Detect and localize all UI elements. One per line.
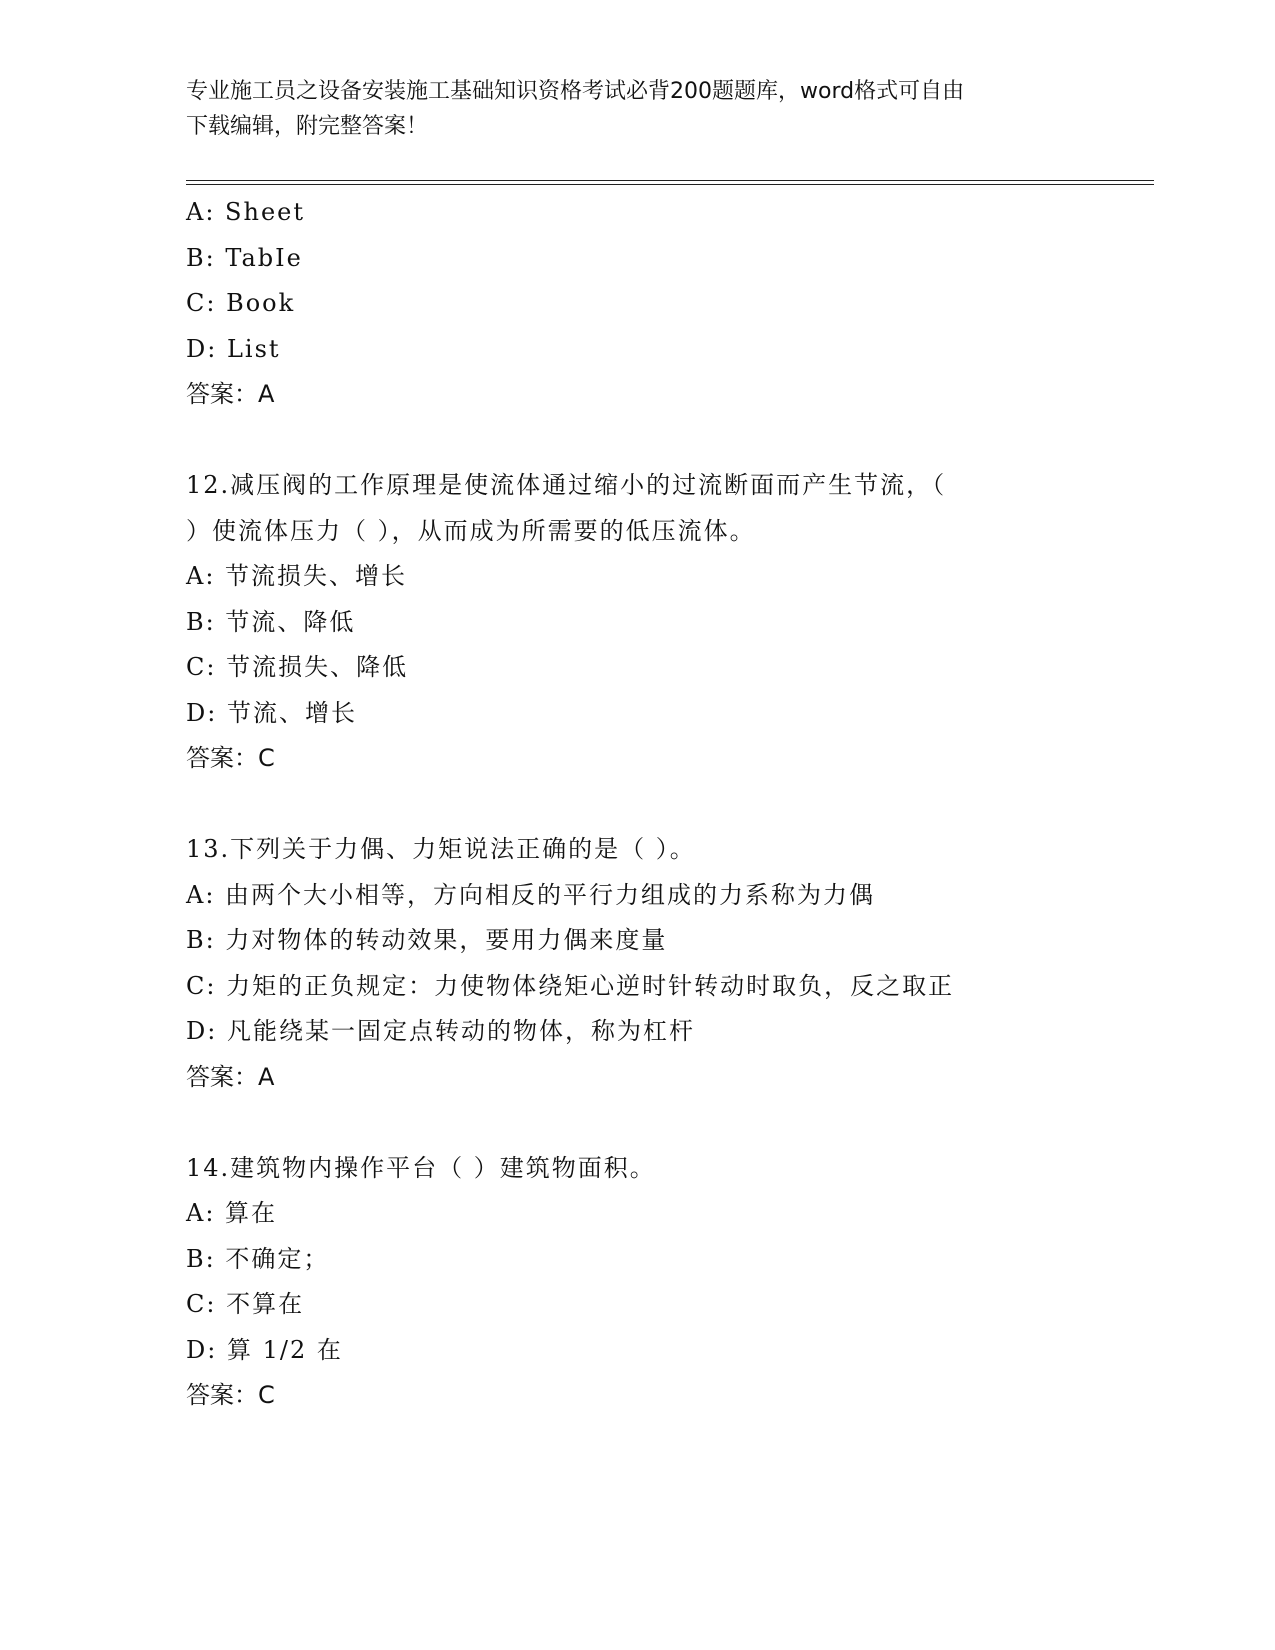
question-spacer <box>186 1100 1126 1146</box>
option-a: A: Sheet <box>186 198 305 226</box>
option-d: D: List <box>186 334 281 363</box>
answer-line: 答案：C <box>186 744 275 772</box>
question-block-14 <box>186 1146 1126 1419</box>
option-c: C: 力矩的正负规定：力使物体绕矩心逆时针转动时取负，反之取正 <box>186 971 955 1000</box>
header-rule-top <box>186 180 1154 181</box>
option-a: A: 节流损失、增长 <box>186 562 408 590</box>
header-title-line-1: 专业施工员之设备安装施工基础知识资格考试必背200题题库，word格式可自由 <box>186 79 965 104</box>
option-d: D: 凡能绕某一固定点转动的物体，称为杠杆 <box>186 1017 695 1045</box>
question-spacer <box>186 418 1126 464</box>
option-c: C: 不算在 <box>186 1290 305 1318</box>
header-title-line-2: 下载编辑，附完整答案！ <box>186 114 429 139</box>
question-block-12 <box>186 463 1126 782</box>
option-c: C: 节流损失、降低 <box>186 653 409 681</box>
question-block-11 <box>186 190 1126 418</box>
question-stem-line-2: ）使流体压力（ ），从而成为所需要的低压流体。 <box>186 516 756 545</box>
question-list <box>186 190 1126 1419</box>
option-a: A: 算在 <box>186 1199 278 1227</box>
document-header <box>186 74 1086 144</box>
option-b: B: 节流、降低 <box>186 607 356 636</box>
answer-line: 答案：A <box>186 1062 275 1091</box>
question-stem-line-1: 13.下列关于力偶、力矩说法正确的是（ ）。 <box>186 835 696 863</box>
option-c: C: Book <box>186 289 296 317</box>
option-b: B: TabIe <box>186 243 303 272</box>
answer-line: 答案：A <box>186 380 275 408</box>
option-d: D: 算 1/2 在 <box>186 1335 343 1364</box>
option-a: A: 由两个大小相等，方向相反的平行力组成的力系称为力偶 <box>186 880 876 909</box>
header-rule-bottom <box>186 184 1154 185</box>
option-d: D: 节流、增长 <box>186 698 357 727</box>
question-spacer <box>186 782 1126 828</box>
answer-line: 答案：C <box>186 1381 275 1409</box>
option-b: B: 不确定； <box>186 1244 330 1273</box>
question-stem-line-1: 14.建筑物内操作平台（ ）建筑物面积。 <box>186 1153 656 1182</box>
question-stem-line-1: 12.减压阀的工作原理是使流体通过缩小的过流断面而产生节流，（ <box>186 471 947 499</box>
question-block-13 <box>186 827 1126 1100</box>
option-b: B: 力对物体的转动效果，要用力偶来度量 <box>186 926 668 954</box>
